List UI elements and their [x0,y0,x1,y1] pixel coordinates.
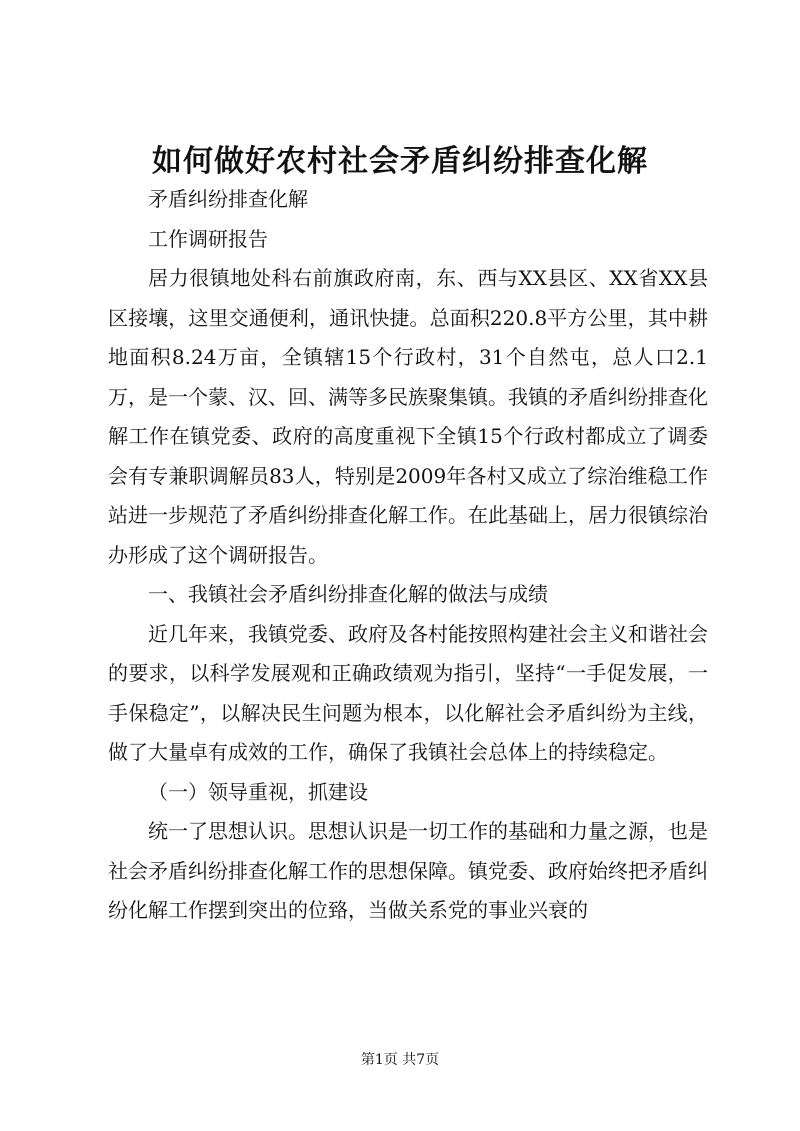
document-title: 如何做好农村社会矛盾纠纷排查化解 [152,144,648,179]
subsection-heading-1: （一）领导重视，抓建设 [148,779,368,804]
page-footer: 第1页 共7页 [360,1052,440,1068]
subtitle-line-2: 工作调研报告 [148,226,268,251]
paragraph-intro: 居力很镇地处科右前旗政府南，东、西与XX县区、XX省XX县区接壤，这里交通便利，通讯快捷。总面积220.8平方公里，其中耕地面积8.24万亩，全镇辖15个行政村，31个自然屯，总人口2.1万，是一个蒙、汉、回、满等多民族聚集镇。我镇的矛盾纠纷排查化解工作在镇党委、政府的高度重视下全镇15个行政村都成立了调委会有专兼职调解员83人，特别是2009年各村又成立了综治维稳工作站进一步规范了矛盾纠纷排查化解工作。在此基础上，居力很镇综治办形成了这个调研报告。 [108,266,708,567]
document-body [108,180,708,931]
section-heading-1: 一、我镇社会矛盾纠纷排查化解的做法与成绩 [148,582,548,606]
subtitle-line-1: 矛盾纠纷排查化解 [148,187,308,211]
paragraph-subsection-1: 统一了思想认识。思想认识是一切工作的基础和力量之源，也是社会矛盾纠纷排查化解工作的思想保障。镇党委、政府始终把矛盾纠纷化解工作摆到突出的位臵，当做关系党的事业兴衰的 [108,819,708,922]
paragraph-section-1: 近几年来，我镇党委、政府及各村能按照构建社会主义和谐社会的要求，以科学发展观和正确政绩观为指引，坚持“一手促发展，一手保稳定”，以解决民生问题为根本，以化解社会矛盾纠纷为主线，做了大量卓有成效的工作，确保了我镇社会总体上的持续稳定。 [108,621,708,764]
